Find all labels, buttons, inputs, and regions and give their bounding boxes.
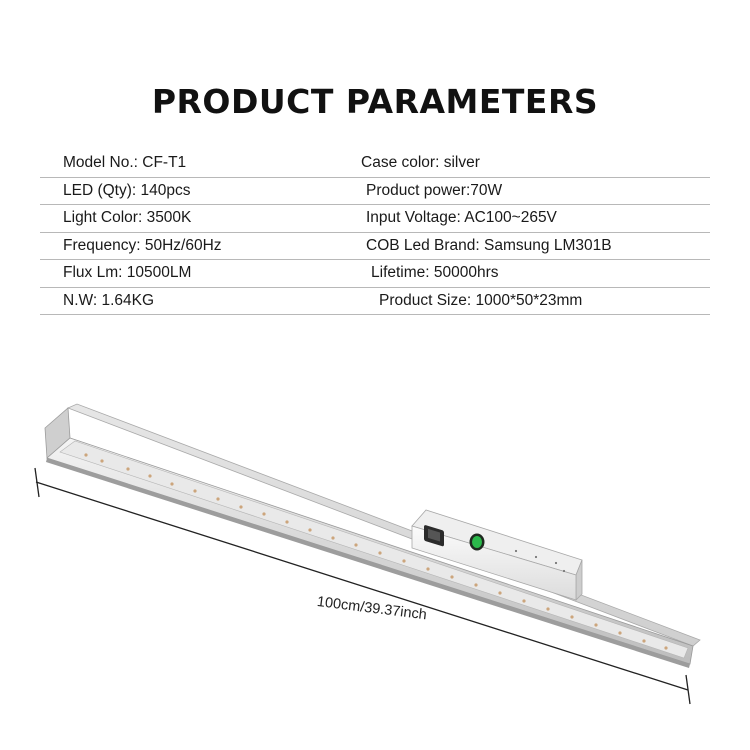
spec-table	[40, 150, 710, 315]
spec-led-qty: LED (Qty): 140pcs	[63, 181, 191, 199]
led-channel	[60, 441, 688, 658]
power-switch-icon	[470, 534, 485, 551]
spec-input-voltage: Input Voltage: AC100~265V	[366, 209, 557, 226]
page-title: PRODUCT PARAMETERS	[151, 82, 599, 121]
spec-frequency: Frequency: 50Hz/60Hz	[63, 236, 222, 254]
spec-row	[40, 150, 710, 178]
spec-led-brand: COB Led Brand: Samsung LM301B	[366, 236, 612, 254]
spec-light-color: Light Color: 3500K	[63, 209, 192, 226]
spec-row	[40, 288, 710, 316]
spec-row	[40, 233, 710, 261]
spec-net-weight: N.W: 1.64KG	[63, 291, 155, 309]
spec-row	[40, 260, 710, 288]
dimension-line	[35, 468, 690, 704]
spec-row	[40, 178, 710, 206]
bar-lower-edge	[46, 458, 690, 668]
spec-row	[40, 205, 710, 233]
spec-lifetime: Lifetime: 50000hrs	[371, 264, 499, 281]
grow-light-bar-image	[0, 360, 750, 750]
spec-case-color: Case color: silver	[361, 154, 480, 171]
spec-power: Product power:70W	[366, 181, 503, 199]
dimension-label: 100cm/39.37inch	[316, 594, 428, 624]
spec-flux: Flux Lm: 10500LM	[63, 264, 192, 281]
spec-product-size: Product Size: 1000*50*23mm	[379, 291, 583, 309]
spec-model: Model No.: CF-T1	[63, 154, 187, 171]
